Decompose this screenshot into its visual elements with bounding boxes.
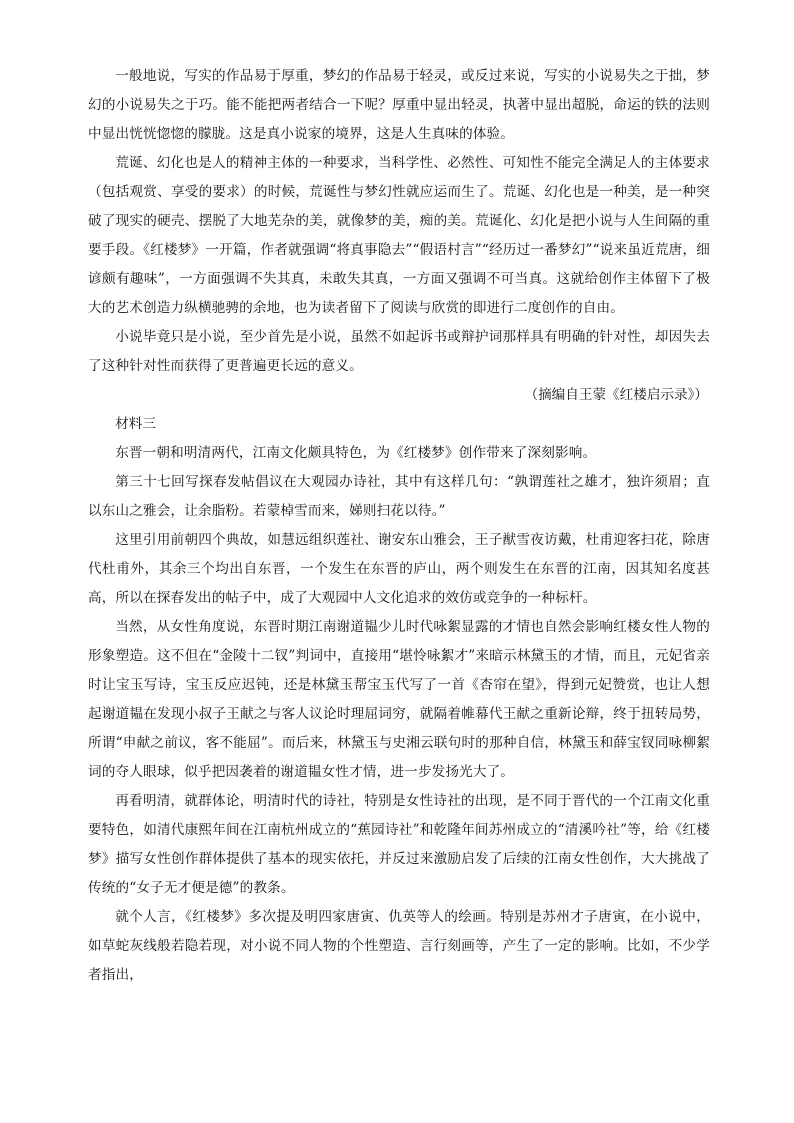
paragraph-3: 小说毕竟只是小说，至少首先是小说，虽然不如起诉书或辩护词那样具有明确的针对性，却因失去了这种针对性而获得了更普遍更长远的意义。 (88, 329, 710, 374)
paragraph-8: 再看明清，就群体论，明清时代的诗社，特别是女性诗社的出现，是不同于晋代的一个江南文化重要特色，如清代康熙年间在江南杭州成立的“蕉园诗社”和乾隆年间苏州成立的“清溪吟社”等，给《红楼梦》描写女性创作群体提供了基本的现实依托，并反过来激励启发了后续的江南女性创作，大大挑战了传统的“女子无才便是德”的教条。 (88, 793, 710, 896)
paragraph-2: 荒诞、幻化也是人的精神主体的一种要求，当科学性、必然性、可知性不能完全满足人的主体要求（包括观赏、享受的要求）的时候，荒诞性与梦幻性就应运而生了。荒诞、幻化也是一种美，是一种突破了现实的硬壳、摆脱了大地芜杂的美，就像梦的美，痴的美。荒诞化、幻化是把小说与人生间隔的重要手段。《红楼梦》一开篇，作者就强调“将真事隐去”“假语村言”“经历过一番梦幻”“说来虽近荒唐，细谚颇有趣味”，一方面强调不失其真，未敢失其真，一方面又强调不可当真。这就给创作主体留下了极大的艺术创造力纵横驰骋的余地，也为读者留下了阅读与欣赏的即进行二度创作的自由。 (88, 155, 710, 316)
paragraph-1: 一般地说，写实的作品易于厚重，梦幻的作品易于轻灵，或反过来说，写实的小说易失之于拙，梦幻的小说易失之于巧。能不能把两者结合一下呢？厚重中显出轻灵，执著中显出超脱，命运的铁的法则中显出恍恍惚惚的朦胧。这是真小说家的境界，这是人生真味的体验。 (88, 68, 710, 142)
paragraph-5: 第三十七回写探春发帖倡议在大观园办诗社，其中有这样几句：“孰谓莲社之雄才，独许须眉；直以东山之雅会，让余脂粉。若蒙棹雪而来，娣则扫花以待。” (88, 474, 710, 519)
source-citation: （摘编自王蒙《红楼启示录》） (524, 387, 708, 403)
paragraph-4: 东晋一朝和明清两代，江南文化颇具特色，为《红楼梦》创作带来了深刻影响。 (115, 445, 597, 461)
paragraph-9: 就个人言，《红楼梦》多次提及明四家唐寅、仇英等人的绘画。特别是苏州才子唐寅，在小说中，如草蛇灰线般若隐若现，对小说不同人物的个性塑造、言行刻画等，产生了一定的影响。比如，不少学者指出， (88, 909, 710, 983)
document-page (88, 62, 710, 990)
paragraph-6: 这里引用前朝四个典故，如慧远组织莲社、谢安东山雅会，王子猷雪夜访戴，杜甫迎客扫花，除唐代杜甫外，其余三个均出自东晋，一个发生在东晋的庐山，两个则发生在东晋的江南，因其知名度甚高，所以在探春发出的帖子中，成了大观园中人文化追求的效仿或竞争的一种标杆。 (88, 532, 710, 606)
paragraph-7: 当然，从女性角度说，东晋时期江南谢道韫少儿时代咏絮显露的才情也自然会影响红楼女性人物的形象塑造。这不但在“金陵十二钗”判词中，直接用“堪怜咏絮才”来暗示林黛玉的才情，而且，元妃省亲时让宝玉写诗，宝玉反应迟钝，还是林黛玉帮宝玉代写了一首《杏帘在望》，得到元妃赞赏，也让人想起谢道韫在发现小叔子王献之与客人议论时理屈词穷，就隔着帷幕代王献之重新论辩，终于扭转局势，所谓“申献之前议，客不能屈”。而后来，林黛玉与史湘云联句时的那种自信，林黛玉和薛宝钗同咏柳絮词的夺人眼球，似乎把因袭着的谢道韫女性才情，进一步发扬光大了。 (88, 619, 710, 780)
material-heading: 材料三 (115, 416, 156, 432)
